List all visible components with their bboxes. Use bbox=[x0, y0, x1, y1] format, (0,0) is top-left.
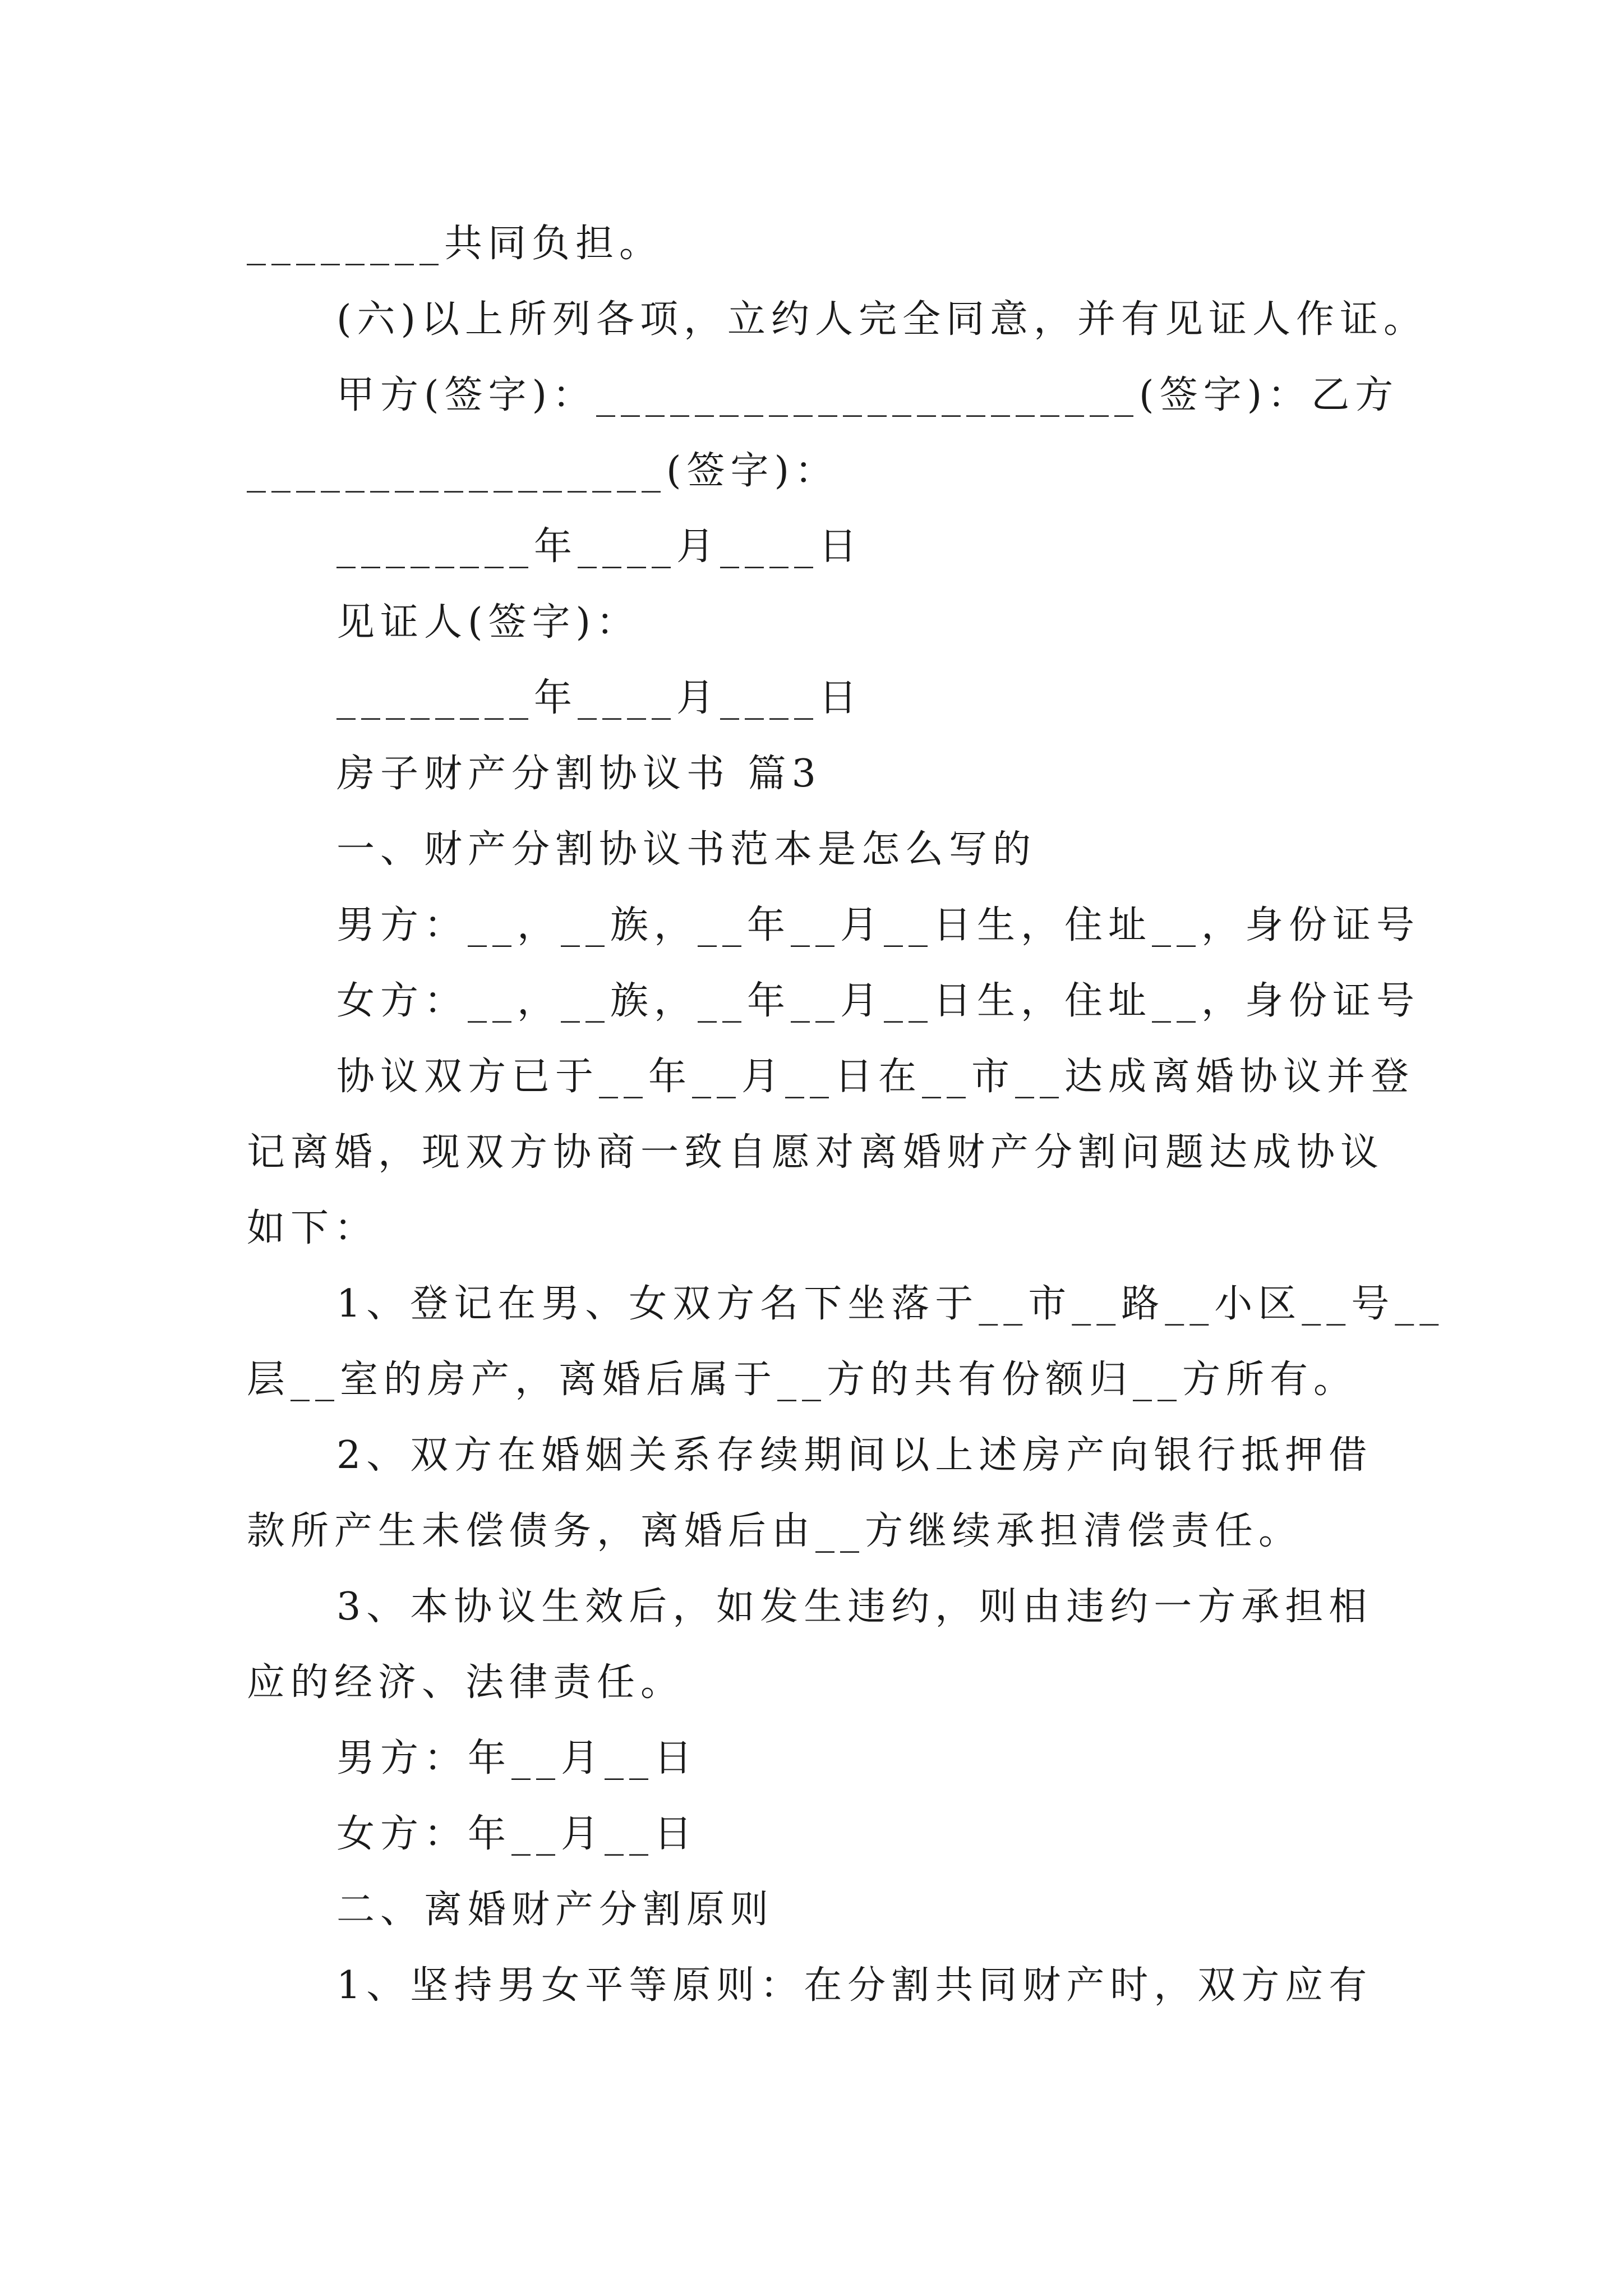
text-line: ________年____月____日 bbox=[336, 524, 863, 569]
text-line: ________共同负担。 bbox=[247, 222, 663, 266]
text-line: 3、本协议生效后，如发生违约，则由违约一方承担相 bbox=[336, 1585, 1373, 1629]
text-line: 甲方(签字)：______________________(签字)：乙方 bbox=[336, 373, 1399, 417]
text-line: 记离婚，现双方协商一致自愿对离婚财产分割问题达成协议 bbox=[247, 1130, 1385, 1175]
text-line: 如下： bbox=[247, 1206, 379, 1250]
text-line: ________年____月____日 bbox=[336, 676, 863, 720]
text-line: 2、双方在婚姻关系存续期间以上述房产向银行抵押借 bbox=[336, 1433, 1373, 1478]
subsection-heading: 一、财产分割协议书范本是怎么写的 bbox=[336, 827, 1037, 872]
text-line: (六)以上所列各项，立约人完全同意，并有见证人作证。 bbox=[336, 297, 1428, 342]
text-line: 层__室的房产，离婚后属于__方的共有份额归__方所有。 bbox=[247, 1358, 1358, 1402]
text-line: 男方：__，__族，__年__月__日生，住址__，身份证号 bbox=[336, 903, 1421, 947]
text-line: 男方：年__月__日 bbox=[336, 1736, 698, 1780]
section-heading: 房子财产分割协议书 篇3 bbox=[336, 752, 822, 796]
text-line: 应的经济、法律责任。 bbox=[247, 1660, 685, 1705]
text-line: 女方：年__月__日 bbox=[336, 1812, 698, 1856]
text-line: 款所产生未偿债务，离婚后由__方继续承担清偿责任。 bbox=[247, 1509, 1303, 1553]
text-line: 1、坚持男女平等原则：在分割共同财产时，双方应有 bbox=[336, 1963, 1373, 2008]
text-line: 见证人(签字)： bbox=[336, 600, 640, 645]
text-line: _________________(签字)： bbox=[247, 449, 839, 493]
text-line: 协议双方已于__年__月__日在__市__达成离婚协议并登 bbox=[336, 1055, 1415, 1099]
subsection-heading: 二、离婚财产分割原则 bbox=[336, 1888, 774, 1932]
text-line: 女方：__，__族，__年__月__日生，住址__，身份证号 bbox=[336, 979, 1421, 1023]
text-line: 1、登记在男、女双方名下坐落于__市__路__小区__号__ bbox=[336, 1282, 1445, 1326]
